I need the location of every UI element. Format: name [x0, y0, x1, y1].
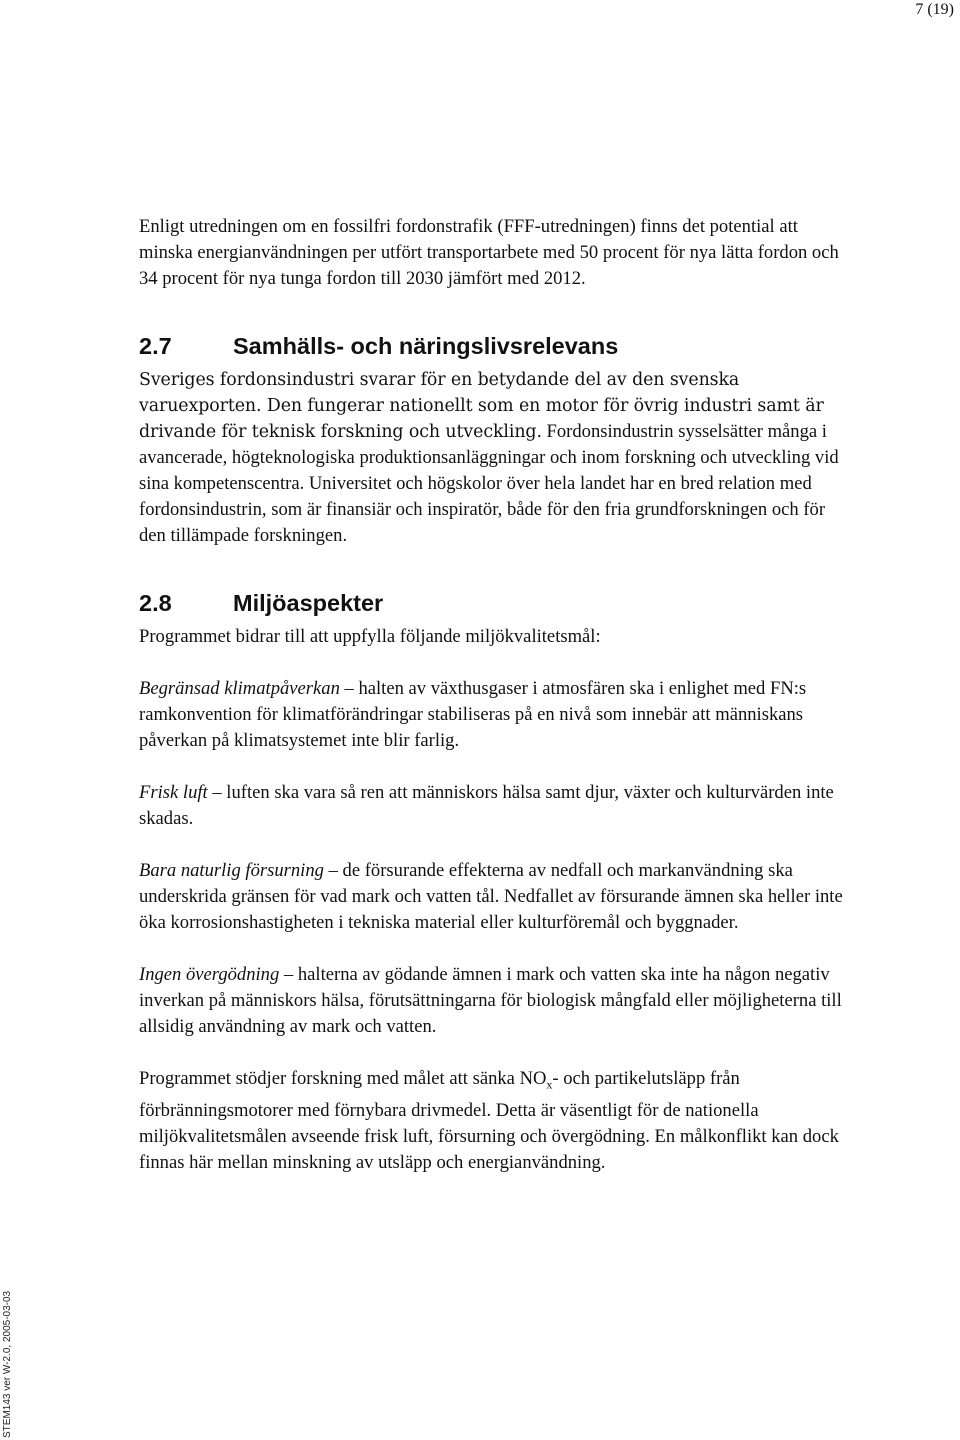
intro-paragraph: Enligt utredningen om en fossilfri fordonstrafik (FFF-utredningen) finns det potential att minska energianvändningen per utfört transportarbete med 50 procent för nya lätta fordon och 34 procent för nya tunga fordon till 2030 jämfört med 2012.: [139, 216, 839, 289]
goal-term: Bara naturlig försurning: [139, 860, 324, 881]
page-number: 7 (19): [915, 1, 954, 18]
section-2-8-number: 2.8: [139, 590, 172, 616]
goal-term: Ingen övergödning: [139, 964, 280, 985]
goal-text: – de försurande effekterna av nedfall och markanvändning ska underskrida gränsen för vad mark och vatten tål. Nedfallet av försurande ämnen ska heller inte öka korrosionshastigheten i tekniska material eller kulturföremål och byggnader.: [139, 860, 843, 933]
section-2-7-title: Samhälls- och näringslivsrelevans: [233, 333, 619, 359]
goal-term: Begränsad klimatpåverkan: [139, 678, 340, 699]
goal-text: – halten av växthusgaser i atmosfären ska i enlighet med FN:s ramkonvention för klimatförändringar stabiliseras på en nivå som innebär att människans påverkan på klimatsystemet inte blir farlig.: [139, 678, 807, 751]
section-2-7-paragraph: [139, 367, 851, 549]
document-body: [139, 214, 851, 1176]
section-2-7-paragraph-1: Sveriges fordonsindustri svarar för en betydande del av den svenska varuexporten. Den fungerar nationellt som en motor för övrig industri samt är drivande för teknisk forskning och utveckling.: [139, 370, 824, 442]
closing-part-2: - och partikelutsläpp från förbränningsmotorer med förnybara drivmedel. Detta är väsentligt för de nationella miljökvalitetsmålen avseende frisk luft, försurning och övergödning. En målkonflikt kan dock finnas här mellan minskning av utsläpp och energianvändning.: [139, 1068, 839, 1173]
side-label: STEM143 ver W-2.0, 2005-03-03: [2, 1290, 13, 1438]
goal-paragraph: [139, 780, 851, 832]
goal-paragraph: [139, 962, 851, 1040]
section-2-7-number: 2.7: [139, 333, 172, 359]
section-2-8-title: Miljöaspekter: [233, 590, 384, 616]
closing-subscript: x: [546, 1077, 553, 1092]
goal-paragraph: [139, 676, 851, 754]
goal-text: – halterna av gödande ämnen i mark och vatten ska inte ha någon negativ inverkan på människors hälsa, förutsättningarna för biologisk mångfald eller möjligheterna till allsidig användning av mark och vatten.: [139, 964, 842, 1037]
section-2-8-heading: [139, 588, 851, 618]
closing-paragraph: [139, 1066, 851, 1176]
goal-text: – luften ska vara så ren att människors hälsa samt djur, växter och kulturvärden inte skadas.: [139, 782, 834, 829]
closing-part-1: Programmet stödjer forskning med målet att sänka NO: [139, 1068, 547, 1089]
section-2-7-heading: [139, 331, 851, 361]
section-2-7-paragraph-2: Fordonsindustrin sysselsätter många i avancerade, högteknologiska produktionsanläggningar och inom forskning och utveckling vid sina kompetenscentra. Universitet och högskolor över hela landet har en bred relation med fordonsindustrin, som är finansiär och inspiratör, både för den fria grundforskningen och för den tillämpade forskningen.: [139, 421, 839, 546]
goal-paragraph: [139, 858, 851, 936]
section-2-8-intro: Programmet bidrar till att uppfylla följande miljökvalitetsmål:: [139, 626, 601, 647]
goal-term: Frisk luft: [139, 782, 208, 803]
